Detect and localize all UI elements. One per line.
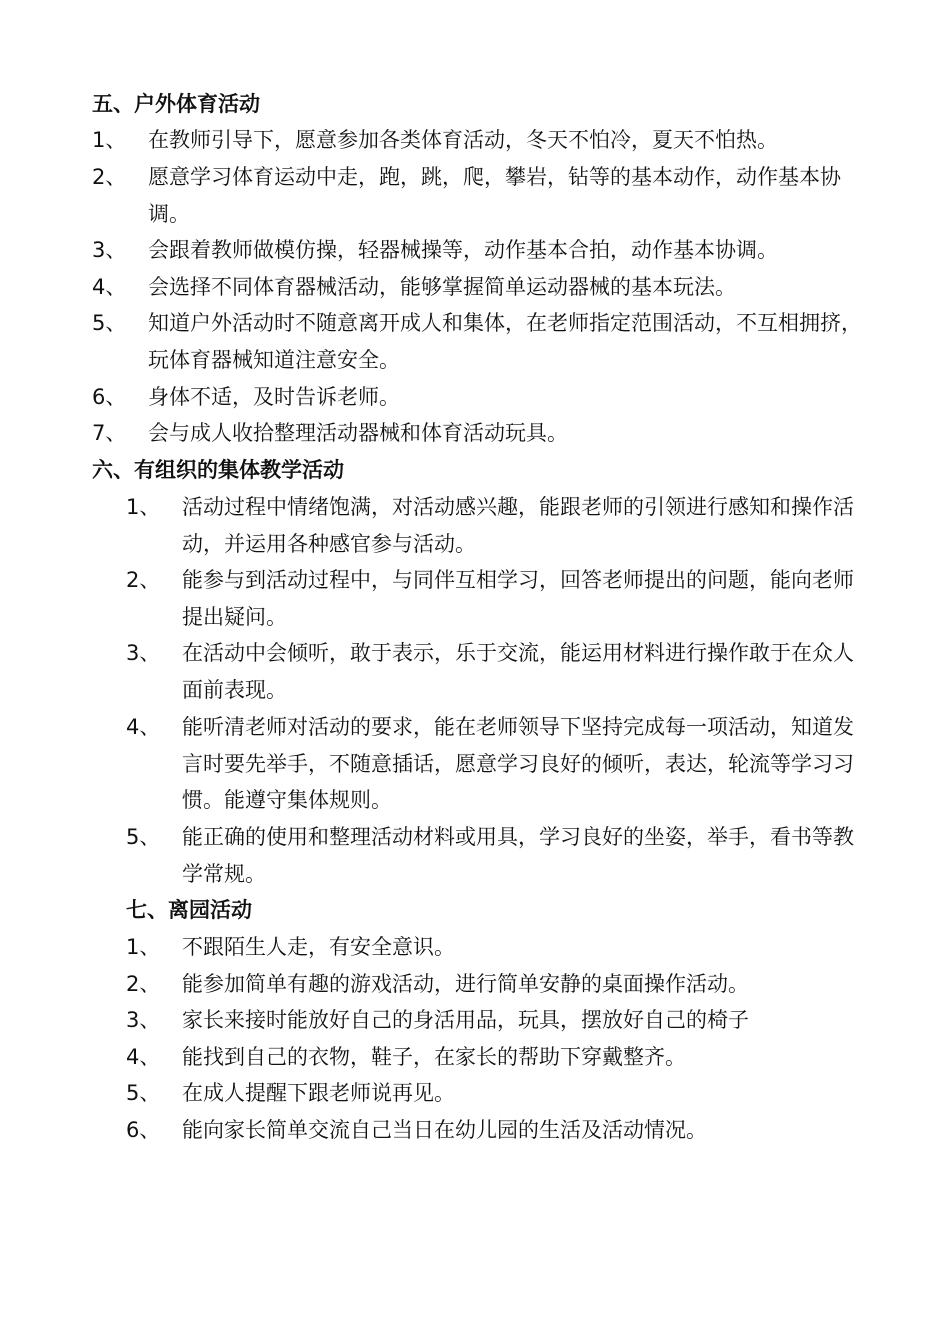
- item-text: 能参加简单有趣的游戏活动，进行简单安静的桌面操作活动。: [182, 972, 749, 996]
- item-text: 在教师引导下，愿意参加各类体育活动，冬天不怕冷，夏天不怕热。: [148, 128, 778, 152]
- item-text: 会选择不同体育器械活动，能够掌握简单运动器械的基本玩法。: [148, 275, 736, 299]
- item-number: 2、: [126, 568, 161, 592]
- item-text: 知道户外活动时不随意离开成人和集体，在老师指定范围活动，不互相拥挤，玩体育器械知道注意安全。: [148, 311, 862, 372]
- item-number: 4、: [92, 275, 127, 299]
- item-text: 能正确的使用和整理活动材料或用具，学习良好的坐姿，举手，看书等教学常规。: [182, 825, 854, 886]
- item-number: 1、: [92, 128, 127, 152]
- item-text: 身体不适，及时告诉老师。: [148, 385, 400, 409]
- item-text: 在成人提醒下跟老师说再见。: [182, 1081, 455, 1105]
- section-5-heading: 五、户外体育活动: [92, 92, 260, 116]
- item-text: 能参与到活动过程中，与同伴互相学习，回答老师提出的问题，能向老师提出疑问。: [182, 568, 854, 629]
- item-number: 6、: [126, 1118, 161, 1142]
- item-text: 会跟着教师做模仿操，轻器械操等，动作基本合拍，动作基本协调。: [148, 238, 778, 262]
- item-text: 在活动中会倾听，敢于表示，乐于交流，能运用材料进行操作敢于在众人面前表现。: [182, 641, 854, 702]
- item-number: 4、: [126, 1045, 161, 1069]
- item-text: 家长来接时能放好自己的身活用品，玩具，摆放好自己的椅子: [182, 1008, 749, 1032]
- item-number: 2、: [92, 165, 127, 189]
- item-number: 5、: [92, 311, 127, 335]
- item-number: 2、: [126, 972, 161, 996]
- item-text: 愿意学习体育运动中走，跑，跳，爬，攀岩，钻等的基本动作，动作基本协调。: [148, 165, 841, 226]
- item-text: 活动过程中情绪饱满，对活动感兴趣，能跟老师的引领进行感知和操作活动，并运用各种感官参与活动。: [182, 495, 854, 556]
- section-6-heading: 六、有组织的集体教学活动: [92, 458, 344, 482]
- item-number: 5、: [126, 1081, 161, 1105]
- item-number: 3、: [126, 641, 161, 665]
- item-text: 能向家长简单交流自己当日在幼儿园的生活及活动情况。: [182, 1118, 707, 1142]
- item-number: 7、: [92, 421, 127, 445]
- item-number: 3、: [126, 1008, 161, 1032]
- item-number: 1、: [126, 935, 161, 959]
- item-number: 3、: [92, 238, 127, 262]
- item-text: 能听清老师对活动的要求，能在老师领导下坚持完成每一项活动，知道发言时要先举手，不随意插话，愿意学习良好的倾听，表达，轮流等学习习惯。能遵守集体规则。: [182, 715, 854, 812]
- item-text: 不跟陌生人走，有安全意识。: [182, 935, 455, 959]
- section-7-heading: 七、离园活动: [126, 898, 252, 922]
- item-number: 6、: [92, 385, 127, 409]
- item-text: 会与成人收拾整理活动器械和体育活动玩具。: [148, 421, 568, 445]
- item-number: 4、: [126, 715, 161, 739]
- item-number: 1、: [126, 495, 161, 519]
- item-text: 能找到自己的衣物，鞋子，在家长的帮助下穿戴整齐。: [182, 1045, 686, 1069]
- item-number: 5、: [126, 825, 161, 849]
